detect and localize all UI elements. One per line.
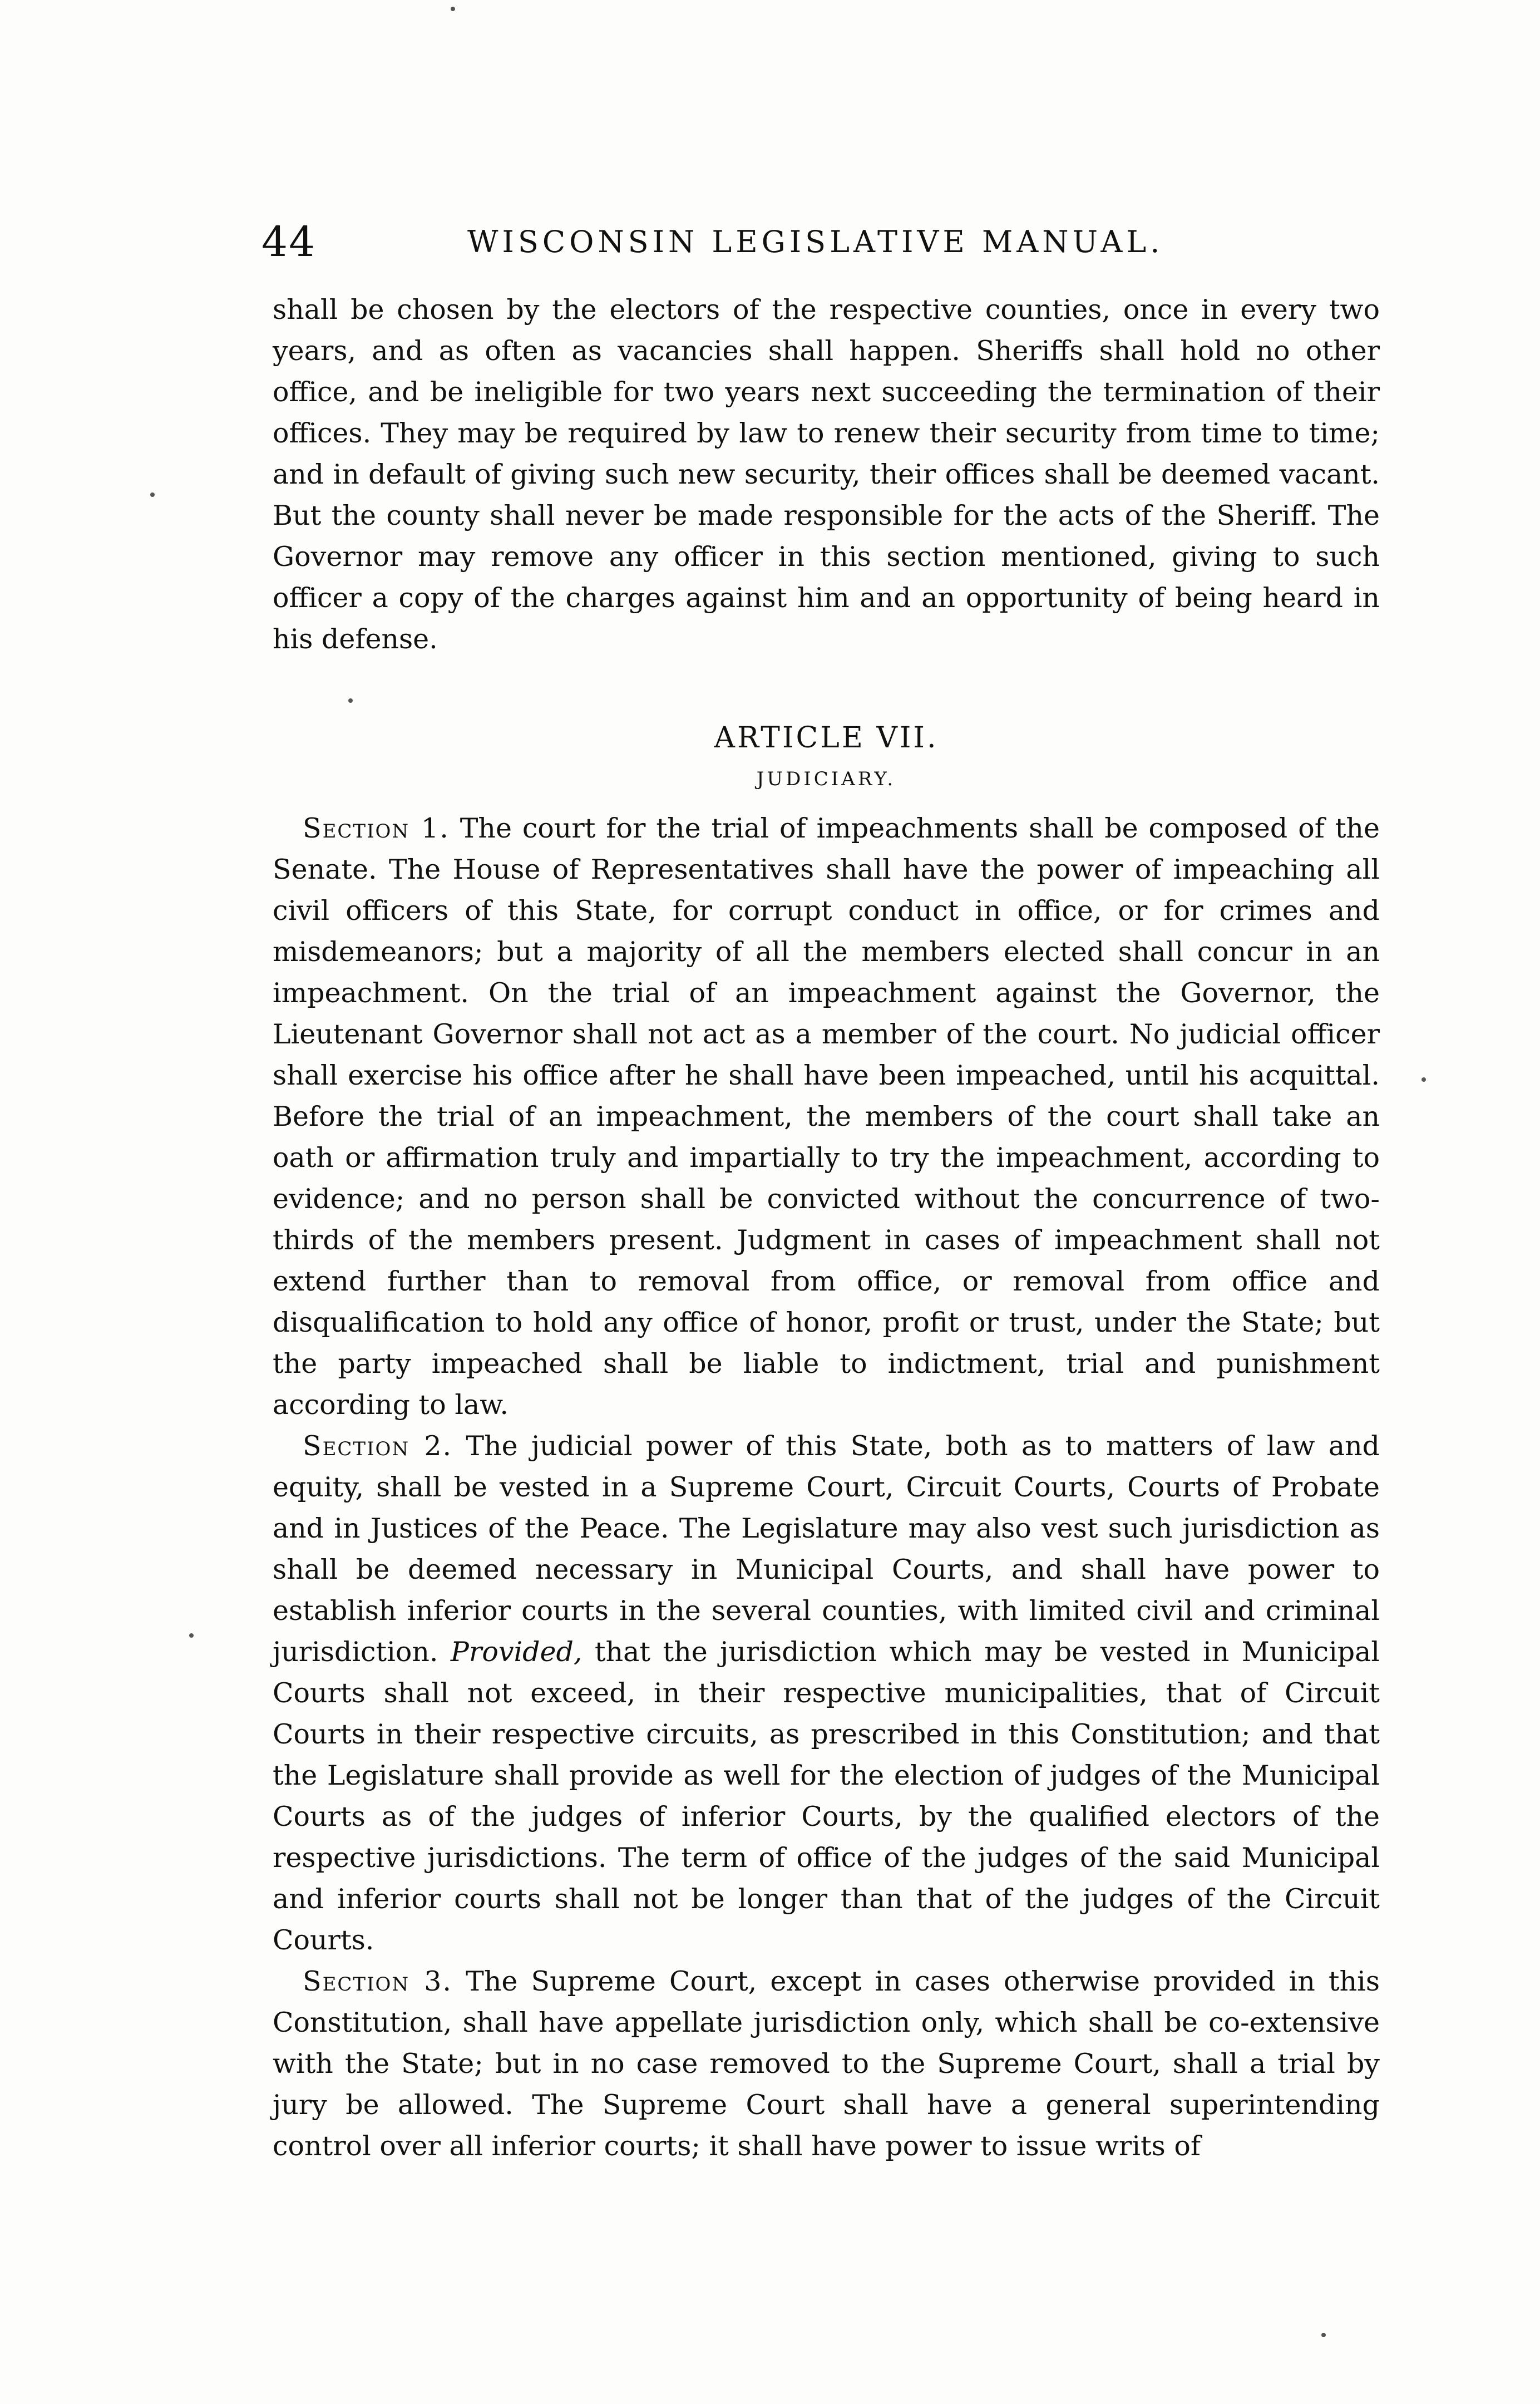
print-speck bbox=[150, 492, 155, 497]
running-head: WISCONSIN LEGISLATIVE MANUAL. bbox=[467, 224, 1164, 259]
section-1-text: The court for the trial of impeachments shall be composed of the Senate. The House of Representatives shall have the power of impeaching all civil officers of this State, for corrupt conduct in office, or for crimes and misdemeanors; but a majority of all the members elected shall concur in an impeachment. On the trial of an impeachment against the Governor, the Lieutenant Governor shall not act as a member of the court. No judicial officer shall exercise his office after he shall have been impeached, until his acquittal. Before the trial of an impeachment, the members of the court shall take an oath or affirmation truly and impartially to try the impeachment, according to evidence; and no person shall be convicted without the concurrence of two-thirds of the members present. Judgment in cases of impeachment shall not extend further than to removal from office, or removal from office and disqualification to hold any office of honor, profit or trust, under the State; but the party impeached shall be liable to indictment, trial and punishment according to law. bbox=[273, 812, 1380, 1421]
section-2 bbox=[273, 1426, 1380, 1961]
page-number: 44 bbox=[261, 218, 317, 266]
print-speck bbox=[1421, 1077, 1426, 1082]
section-2-label: Section 2. bbox=[303, 1430, 453, 1462]
section-2-text-before: The judicial power of this State, both as to matters of law and equity, shall be vested in a Supreme Court, Circuit Courts, Courts of Probate and in Justices of the Peace. The Legislature may also vest such jurisdiction as shall be deemed necessary in Municipal Courts, and shall have power to establish inferior courts in the several counties, with limited civil and criminal jurisdiction. bbox=[273, 1430, 1380, 1668]
section-2-emphasis: Provided, bbox=[450, 1636, 583, 1668]
article-subtitle: JUDICIARY. bbox=[756, 768, 896, 790]
body-text bbox=[273, 289, 1380, 2167]
section-3 bbox=[273, 1961, 1380, 2167]
article-title: ARTICLE VII. bbox=[714, 721, 939, 755]
section-3-label: Section 3. bbox=[303, 1965, 453, 1997]
section-1 bbox=[273, 808, 1380, 1426]
print-speck bbox=[451, 7, 455, 11]
print-speck bbox=[189, 1633, 194, 1638]
section-3-text: The Supreme Court, except in cases otherwise provided in this Constitution, shall have appellate jurisdiction only, which shall be co-extensive with the State; but in no case removed to the Supreme Court, shall a trial by jury be allowed. The Supreme Court shall have a general superintending control over all inferior courts; it shall have power to issue writs of bbox=[273, 1965, 1380, 2162]
section-2-text-after: that the jurisdiction which may be vested in Municipal Courts shall not exceed, in their respective municipalities, that of Circuit Courts in their respective circuits, as prescribed in this Constitution; and that the Legislature shall provide as well for the election of judges of the Municipal Courts as of the judges of inferior Courts, by the qualified electors of the respective jurisdictions. The term of office of the judges of the said Municipal and inferior courts shall not be longer than that of the judges of the Circuit Courts. bbox=[273, 1636, 1380, 1956]
section-1-label: Section 1. bbox=[303, 812, 450, 844]
continuation-paragraph: shall be chosen by the electors of the respective counties, once in every two years, and as often as vacancies shall happen. Sheriffs shall hold no other office, and be ineligible for two years next succeeding the termination of their offices. They may be required by law to renew their security from time to time; and in default of giving such new security, their offices shall be deemed vacant. But the county shall never be made responsible for the acts of the Sheriff. The Governor may remove any officer in this section mentioned, giving to such officer a copy of the charges against him and an opportunity of being heard in his defense. bbox=[273, 294, 1380, 655]
print-speck bbox=[1321, 2333, 1326, 2337]
page-header bbox=[261, 211, 1385, 273]
